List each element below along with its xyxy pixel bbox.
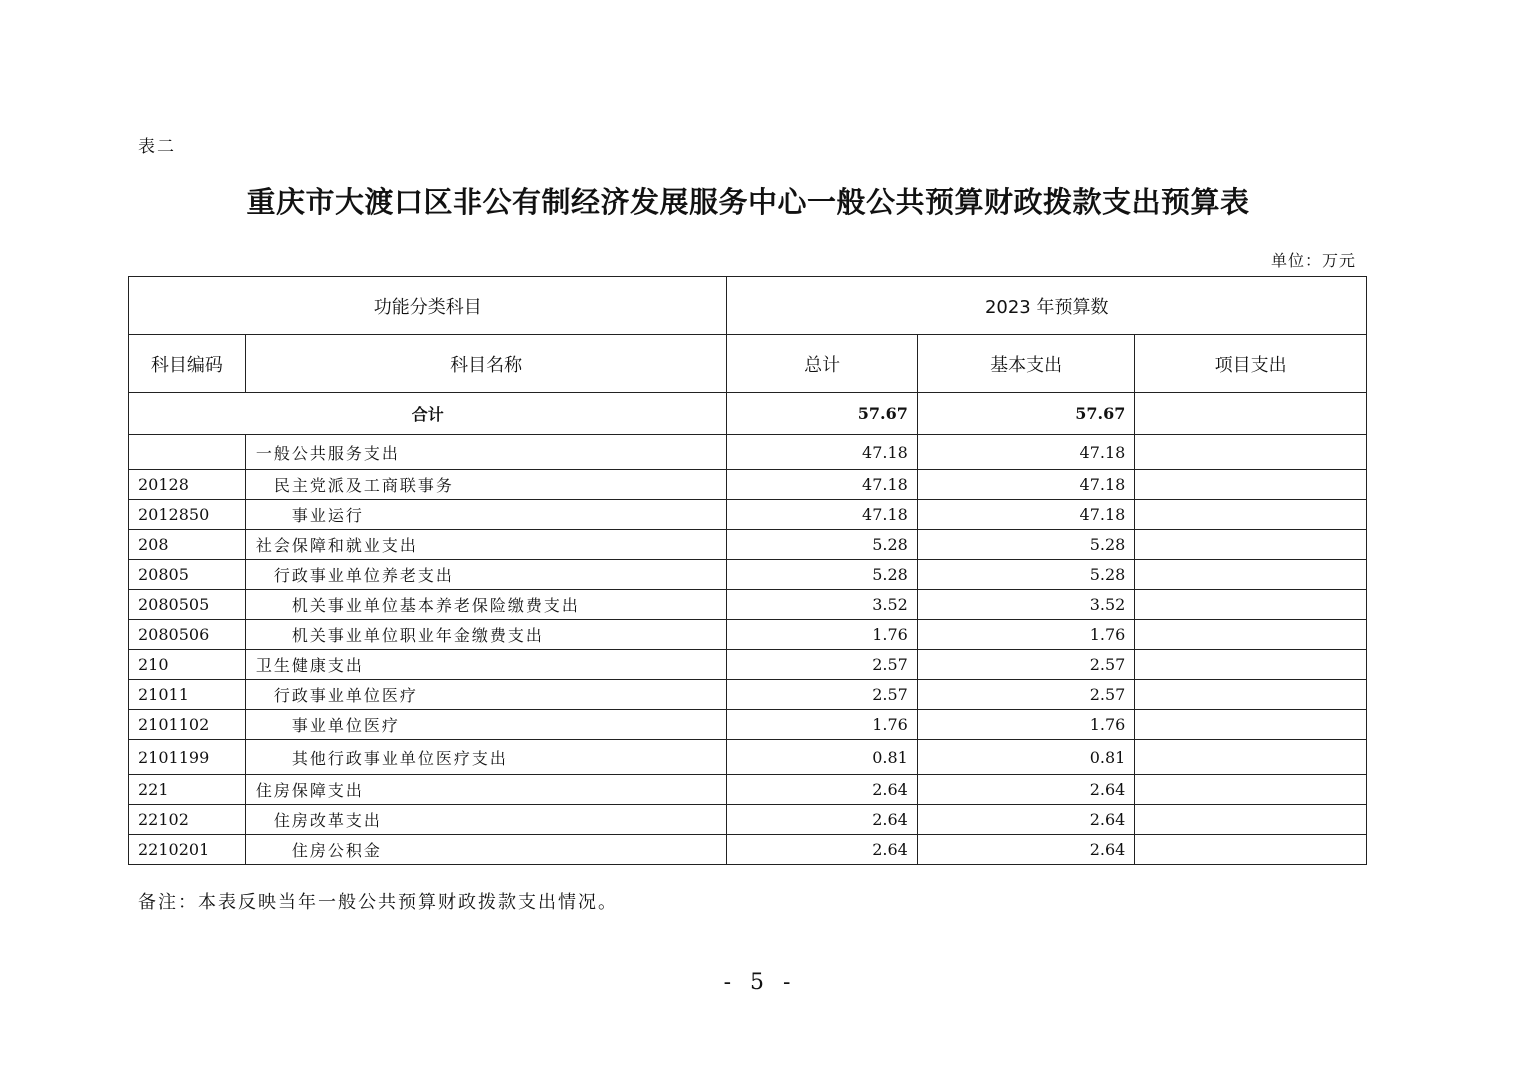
row-name: 一般公共服务支出 [245,435,727,470]
row-project [1135,500,1367,530]
row-project [1135,740,1367,775]
row-total: 1.76 [727,710,917,740]
table-row [129,435,1367,470]
summary-label: 合计 [129,393,727,435]
table-row [129,500,1367,530]
header-total: 总计 [727,335,917,393]
row-total: 2.64 [727,775,917,805]
row-project [1135,805,1367,835]
row-code: 21011 [129,680,246,710]
row-name: 卫生健康支出 [245,650,727,680]
row-code: 221 [129,775,246,805]
header-basic: 基本支出 [917,335,1135,393]
header-code: 科目编码 [129,335,246,393]
table-group-header-row [129,277,1367,335]
summary-basic: 57.67 [917,393,1135,435]
row-project [1135,650,1367,680]
row-project [1135,710,1367,740]
row-total: 5.28 [727,560,917,590]
row-name: 机关事业单位职业年金缴费支出 [245,620,727,650]
row-total: 0.81 [727,740,917,775]
table-row [129,590,1367,620]
row-project [1135,835,1367,865]
table-row [129,620,1367,650]
row-total: 2.64 [727,835,917,865]
row-code: 22102 [129,805,246,835]
row-basic: 3.52 [917,590,1135,620]
row-code: 2210201 [129,835,246,865]
row-project [1135,530,1367,560]
row-name: 机关事业单位基本养老保险缴费支出 [245,590,727,620]
row-basic: 47.18 [917,470,1135,500]
row-project [1135,775,1367,805]
remark-note: 备注：本表反映当年一般公共预算财政拨款支出情况。 [138,892,618,913]
row-project [1135,590,1367,620]
header-budget-year: 2023 年预算数 [727,277,1367,335]
row-total: 2.64 [727,805,917,835]
row-name: 住房保障支出 [245,775,727,805]
row-basic: 2.57 [917,650,1135,680]
row-basic: 47.18 [917,435,1135,470]
table-label: 表二 [138,137,176,157]
row-basic: 0.81 [917,740,1135,775]
row-project [1135,620,1367,650]
header-functional-category: 功能分类科目 [129,277,727,335]
table-row [129,805,1367,835]
row-name: 行政事业单位养老支出 [245,560,727,590]
row-name: 其他行政事业单位医疗支出 [245,740,727,775]
row-total: 3.52 [727,590,917,620]
row-project [1135,470,1367,500]
page-title: 重庆市大渡口区非公有制经济发展服务中心一般公共预算财政拨款支出预算表 [246,185,1250,219]
row-total: 47.18 [727,470,917,500]
row-name: 民主党派及工商联事务 [245,470,727,500]
row-total: 5.28 [727,530,917,560]
row-basic: 2.64 [917,805,1135,835]
row-name: 事业运行 [245,500,727,530]
table-row [129,835,1367,865]
row-basic: 1.76 [917,710,1135,740]
table-row [129,470,1367,500]
table-row [129,560,1367,590]
summary-total: 57.67 [727,393,917,435]
header-name: 科目名称 [245,335,727,393]
row-basic: 2.64 [917,835,1135,865]
row-total: 2.57 [727,680,917,710]
table-row [129,650,1367,680]
row-total: 1.76 [727,620,917,650]
row-total: 47.18 [727,500,917,530]
row-name: 社会保障和就业支出 [245,530,727,560]
row-basic: 5.28 [917,560,1135,590]
row-basic: 47.18 [917,500,1135,530]
table-row [129,775,1367,805]
row-name: 住房公积金 [245,835,727,865]
row-code [129,435,246,470]
budget-table [128,276,1367,865]
row-code: 208 [129,530,246,560]
row-code: 2101199 [129,740,246,775]
summary-project [1135,393,1367,435]
row-code: 210 [129,650,246,680]
row-name: 事业单位医疗 [245,710,727,740]
table-row [129,740,1367,775]
row-code: 20805 [129,560,246,590]
table-column-header-row [129,335,1367,393]
row-basic: 2.64 [917,775,1135,805]
table-row [129,680,1367,710]
row-basic: 1.76 [917,620,1135,650]
row-project [1135,680,1367,710]
header-project: 项目支出 [1135,335,1367,393]
row-total: 2.57 [727,650,917,680]
summary-row [129,393,1367,435]
unit-label: 单位：万元 [1270,251,1356,270]
table-row [129,710,1367,740]
page-number: - 5 - [723,970,797,995]
row-name: 行政事业单位医疗 [245,680,727,710]
row-code: 2080505 [129,590,246,620]
row-project [1135,435,1367,470]
row-total: 47.18 [727,435,917,470]
row-code: 2101102 [129,710,246,740]
table-row [129,530,1367,560]
row-code: 20128 [129,470,246,500]
row-basic: 2.57 [917,680,1135,710]
row-name: 住房改革支出 [245,805,727,835]
row-project [1135,560,1367,590]
row-code: 2012850 [129,500,246,530]
row-code: 2080506 [129,620,246,650]
row-basic: 5.28 [917,530,1135,560]
